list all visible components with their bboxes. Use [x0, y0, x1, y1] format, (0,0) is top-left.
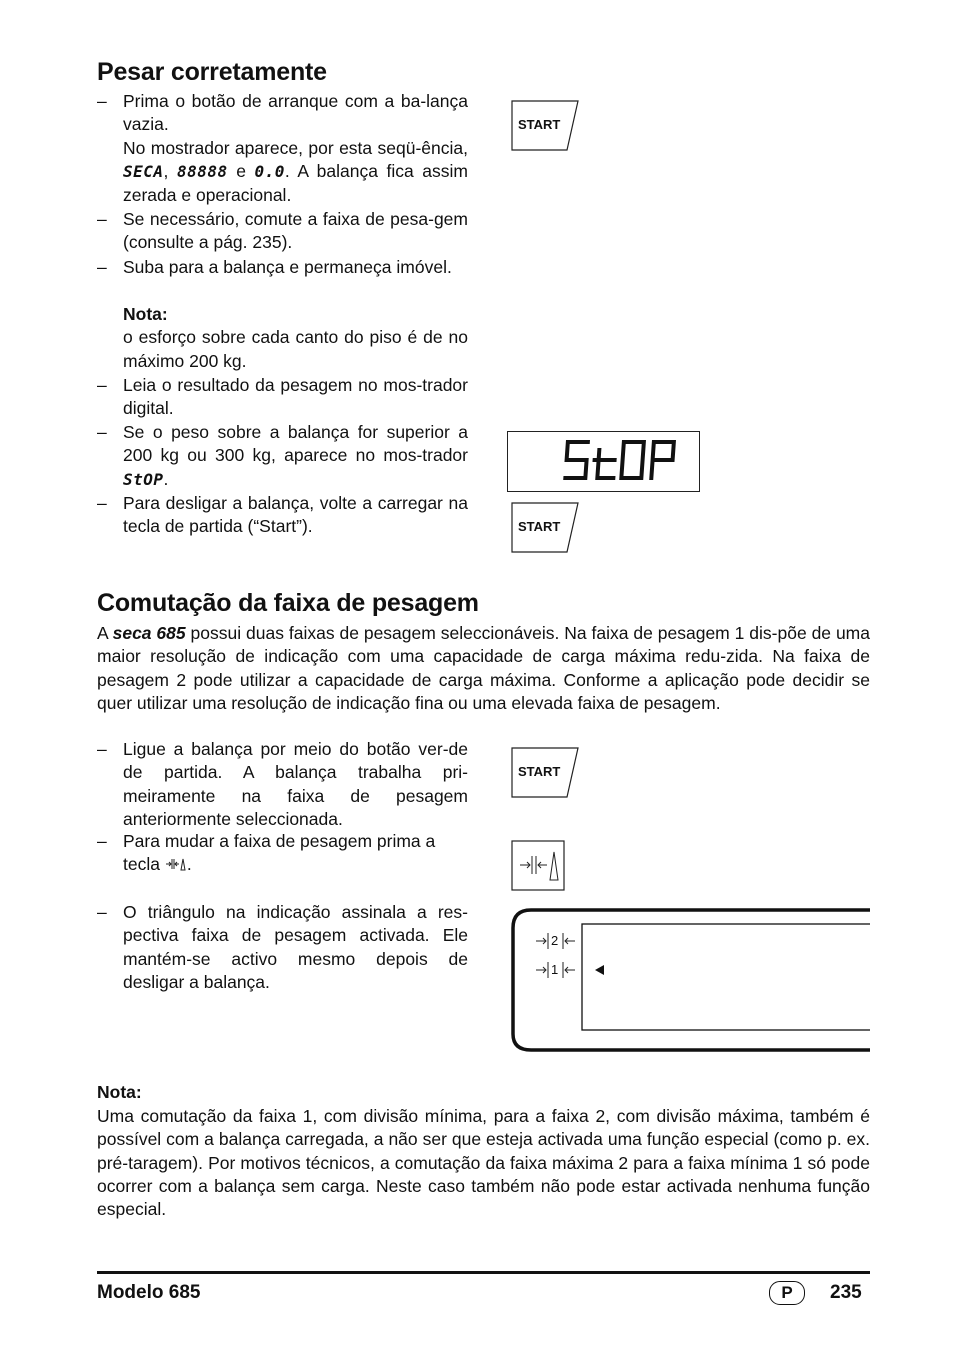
start-key-label: START: [518, 764, 561, 779]
note-block: [123, 303, 468, 373]
list-item: Se necessário, comute a faixa de pesa-gem (consulte a pág. 235).: [123, 209, 468, 253]
brand-name: seca 685: [112, 623, 186, 643]
list-item: Prima o botão de arranque com a ba-lança vazia.: [123, 91, 468, 135]
list-item: O triângulo na indicação assinala a res-pectiva faixa de pesagem activada. Ele mantém-se activo mesmo depois de desligar a balança.: [123, 902, 468, 992]
stop-display: [507, 431, 700, 492]
bullet-dash: –: [97, 375, 107, 395]
display-code-stop: StOP: [123, 469, 164, 489]
bullet-dash: –: [97, 209, 107, 229]
footer-rule: [97, 1271, 870, 1274]
list-item: No mostrador aparece, por esta seqü-ência, SECA, 88888 e 0.0. A balança fica assim zerada e operacional.: [123, 138, 468, 205]
start-key-label: START: [518, 519, 561, 534]
note-label: Nota:: [123, 304, 168, 324]
note-text: o esforço sobre cada canto do piso é de no máximo 200 kg.: [123, 327, 468, 371]
bullet-dash: –: [97, 257, 107, 277]
start-key-label: START: [518, 117, 561, 132]
display-code-88888: 88888: [176, 162, 228, 182]
seven-segment-stop-icon: [508, 432, 699, 491]
page-number: 235: [830, 1282, 862, 1303]
range-switch-key-icon: [511, 840, 567, 892]
bullet-dash: –: [97, 831, 107, 851]
active-range-triangle-icon: [595, 965, 604, 975]
range-switch-icon: [165, 856, 187, 872]
list-item: Ligue a balança por meio do botão ver-de de partida. A balança trabalha pri-meiramente na faixa de pesagem anteriormente seleccionada.: [123, 739, 468, 829]
bullet-dash: –: [97, 493, 107, 513]
intro-paragraph: A seca 685 possui duas faixas de pesagem seleccionáveis. Na faixa de pesagem 1 dis-põe de uma maior resolução de indicação com uma capacidade de carga máxima redu-zida. Na faixa de pesagem 2 pode utilizar a capacidade de carga máxima. Conforme a aplicação pode decidir se quer utilizar uma resolução de indicação fina ou uma elevada faixa de pesagem.: [97, 623, 870, 713]
section-title-comutacao: Comutação da faixa de pesagem: [97, 589, 479, 617]
range-display-frame: [507, 908, 870, 1052]
list-item: Se o peso sobre a balança for superior a 200 kg ou 300 kg, aparece no mos-trador StOP.: [123, 422, 468, 489]
bullet-dash: –: [97, 422, 107, 442]
display-code-zero: 0.0: [254, 162, 285, 182]
note-label: Nota:: [97, 1082, 142, 1102]
list-item: Suba para a balança e permaneça imóvel.: [123, 257, 452, 277]
range-display-panel: [507, 908, 870, 1052]
range-1-label: 1: [551, 962, 559, 977]
display-code-seca: SECA: [123, 162, 164, 182]
section-title-pesar: Pesar corretamente: [97, 58, 327, 86]
list-item: Para desligar a balança, volte a carregar na tecla de partida (“Start”).: [123, 493, 468, 537]
bullet-dash: –: [97, 91, 107, 111]
footer-model: Modelo 685: [97, 1282, 201, 1303]
language-badge: P: [769, 1281, 805, 1305]
bullet-dash: –: [97, 739, 107, 759]
list-item: Leia o resultado da pesagem no mos-trador digital.: [123, 375, 468, 419]
bullet-dash: –: [97, 902, 107, 922]
note-text: Uma comutação da faixa 1, com divisão mínima, para a faixa 2, com divisão máxima, também é possível com a balança carregada, a não ser que esteja activada uma função especial (como p. ex. pré-taragem). Por motivos técnicos, a comutação da faixa máxima 2 para a faixa mínima 1 só pode ocorrer com a balança sem carga. Neste caso também não pode estar activada nenhuma função especial.: [97, 1106, 870, 1220]
range-2-label: 2: [551, 933, 559, 948]
list-item: Para mudar a faixa de pesagem prima a tecla .: [123, 831, 436, 875]
